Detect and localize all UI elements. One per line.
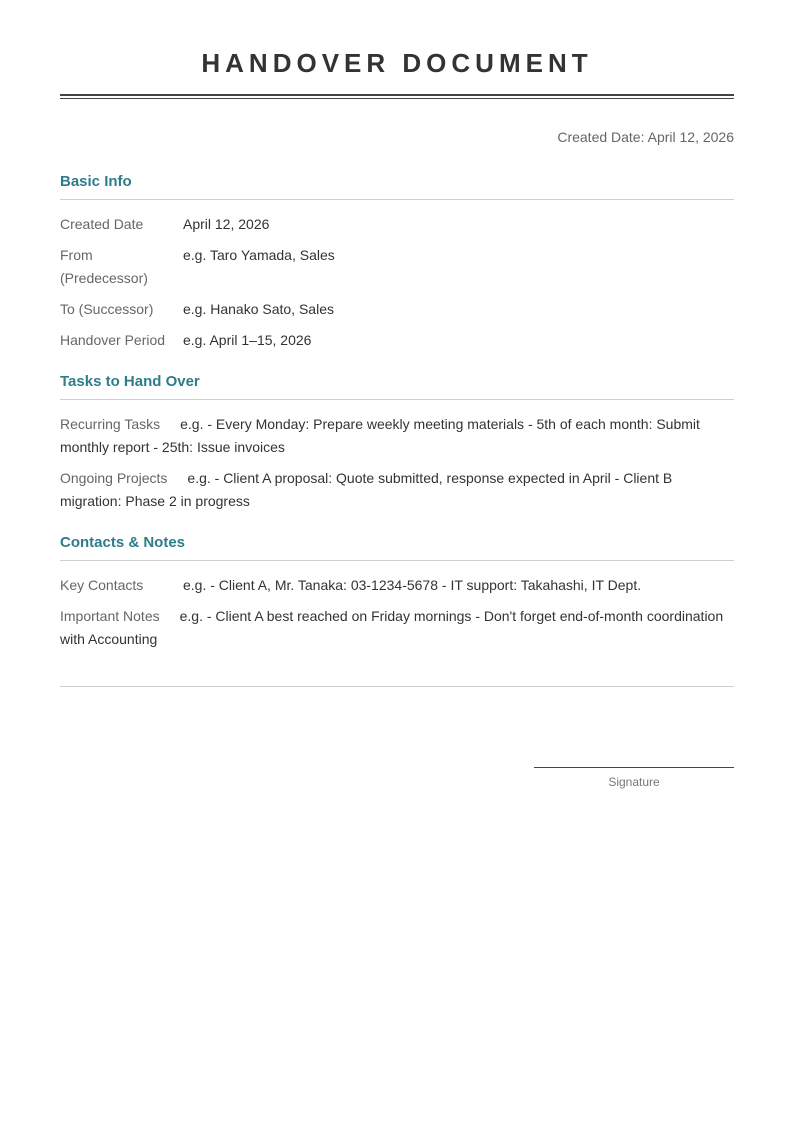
field-label: Ongoing Projects xyxy=(60,470,168,486)
field-value: e.g. - Client A best reached on Friday mornings - Don't forget end-of-month coordination with Accounting xyxy=(60,608,724,647)
section-title-basic-info: Basic Info xyxy=(60,171,734,200)
signature-line xyxy=(534,767,734,768)
section-title-contacts: Contacts & Notes xyxy=(60,532,734,561)
field-label: Key Contacts xyxy=(60,577,144,593)
section-title-tasks: Tasks to Hand Over xyxy=(60,371,734,400)
signature-block xyxy=(534,767,734,790)
field-row-important-notes xyxy=(60,605,734,651)
field-label: Created Date xyxy=(60,216,144,232)
field-value: e.g. April 1–15, 2026 xyxy=(183,332,312,348)
contacts-rows xyxy=(60,574,734,651)
footer-divider xyxy=(60,686,734,687)
field-label: To (Successor) xyxy=(60,301,154,317)
field-row-ongoing-projects xyxy=(60,467,734,513)
field-row-created-date xyxy=(60,213,734,236)
field-value: e.g. - Every Monday: Prepare weekly meeting materials - 5th of each month: Submit monthly report - 25th: Issue invoices xyxy=(60,416,700,455)
field-row-key-contacts xyxy=(60,574,734,597)
signature-label: Signature xyxy=(608,775,660,789)
field-value: e.g. - Client A proposal: Quote submitted, response expected in April - Client B migration: Phase 2 in progress xyxy=(60,470,673,509)
basic-info-rows xyxy=(60,213,734,352)
field-value: e.g. Hanako Sato, Sales xyxy=(183,301,334,317)
created-date-header: Created Date: April 12, 2026 xyxy=(557,129,734,145)
field-row-recurring-tasks xyxy=(60,413,734,459)
field-value: e.g. Taro Yamada, Sales xyxy=(183,247,335,263)
document-page xyxy=(60,0,734,687)
tasks-rows xyxy=(60,413,734,513)
field-label: Important Notes xyxy=(60,608,160,624)
field-row-handover-period xyxy=(60,329,734,352)
field-value: April 12, 2026 xyxy=(183,216,270,232)
field-label: Handover Period xyxy=(60,332,166,348)
field-label: Recurring Tasks xyxy=(60,416,161,432)
field-label: From (Predecessor) xyxy=(60,247,148,286)
document-title: HANDOVER DOCUMENT xyxy=(201,48,593,78)
title-divider xyxy=(60,94,734,99)
field-value: e.g. - Client A, Mr. Tanaka: 03-1234-5678 - IT support: Takahashi, IT Dept. xyxy=(183,577,642,593)
field-row-from xyxy=(60,244,734,290)
field-row-to xyxy=(60,298,734,321)
